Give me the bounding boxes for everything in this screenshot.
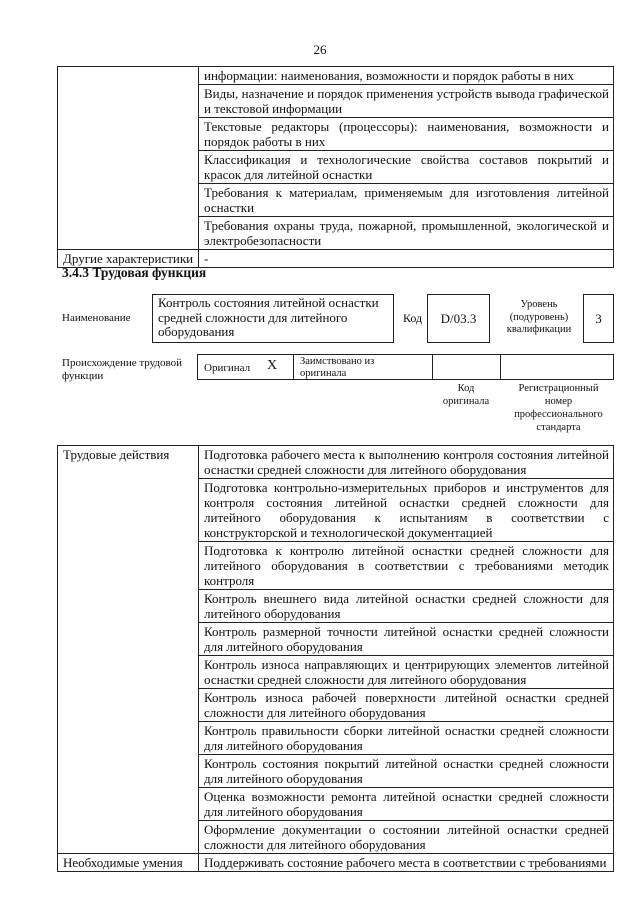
table-row	[58, 854, 614, 872]
table-cell: Виды, назначение и порядок применения устройств вывода графической и текстовой информации	[199, 85, 614, 118]
table-row	[58, 446, 614, 479]
table-cell: Контроль внешнего вида литейной оснастки средней сложности для литейного оборудования	[199, 590, 614, 623]
original-label: Оригинал	[204, 362, 251, 374]
table-cell: Поддерживать состояние рабочего места в соответствии с требованиями	[199, 854, 614, 872]
code-original-caption: Код оригинала	[442, 383, 490, 407]
table-cell: Подготовка контрольно-измерительных приборов и инструментов для контроля состояния литейной оснастки средней сложности для литейного оборудования к испытаниям в соответствии с конструкторской и технологической документацией	[199, 479, 614, 542]
table-cell: Контроль правильности сборки литейной оснастки средней сложности для литейного оборудования	[199, 722, 614, 755]
original-cell	[197, 354, 294, 380]
labor-actions-table	[57, 445, 614, 872]
original-mark: X	[267, 358, 278, 373]
section-title: 3.4.3 Трудовая функция	[62, 265, 207, 280]
knowledge-table	[57, 66, 614, 268]
table-cell: Текстовые редакторы (процессоры): наименования, возможности и порядок работы в них	[199, 118, 614, 151]
code-label: Код	[403, 311, 423, 325]
level-box: 3	[583, 294, 614, 343]
table-row	[58, 67, 614, 85]
actions-label: Трудовые действия	[58, 446, 199, 854]
table-cell: Оформление документации о состоянии литейной оснастки средней сложности для литейного оборудования	[199, 821, 614, 854]
table-cell: Требования к материалам, применяемым для изготовления литейной оснастки	[199, 184, 614, 217]
page-number: 26	[313, 42, 327, 57]
reg-number-caption: Регистрационный номер профессионального стандарта	[514, 383, 603, 433]
borrowed-label: Заимствовано из оригинала	[300, 356, 375, 379]
table-cell: Контроль состояния покрытий литейной оснастки средней сложности для литейного оборудования	[199, 755, 614, 788]
table-cell: Требования охраны труда, пожарной, промышленной, экологической и электробезопасности	[199, 217, 614, 250]
table-cell: Подготовка рабочего места к выполнению контроля состояния литейной оснастки средней сложности для литейного оборудования	[199, 446, 614, 479]
table-label-cell	[58, 67, 199, 250]
other-characteristics-value: -	[199, 250, 614, 268]
table-cell: Подготовка к контролю литейной оснастки средней сложности для литейного оборудования в соответствии с требованиями методик контроля	[199, 542, 614, 590]
reg-number-cell	[500, 354, 614, 380]
code-original-cell	[432, 354, 501, 380]
function-code-box: D/03.3	[427, 294, 490, 343]
table-cell: Контроль размерной точности литейной оснастки средней сложности для литейного оборудования	[199, 623, 614, 656]
table-cell: Классификация и технологические свойства составов покрытий и красок для литейной оснастки	[199, 151, 614, 184]
borrowed-cell	[293, 354, 433, 380]
function-name-box: Контроль состояния литейной оснастки средней сложности для литейного оборудования	[152, 294, 394, 343]
table-cell: Контроль износа рабочей поверхности литейной оснастки средней сложности для литейного оборудования	[199, 689, 614, 722]
table-cell: Оценка возможности ремонта литейной оснастки средней сложности для литейного оборудования	[199, 788, 614, 821]
table-cell: информации: наименования, возможности и порядок работы в них	[199, 67, 614, 85]
skills-label: Необходимые умения	[58, 854, 199, 872]
origin-label: Происхождение трудовой функции	[62, 357, 183, 382]
table-cell: Контроль износа направляющих и центрирующих элементов литейной оснастки средней сложности для литейного оборудования	[199, 656, 614, 689]
level-label: Уровень (подуровень) квалификации	[506, 299, 572, 335]
name-label: Наименование	[62, 312, 131, 324]
other-characteristics-label: Другие характеристики	[58, 250, 199, 268]
